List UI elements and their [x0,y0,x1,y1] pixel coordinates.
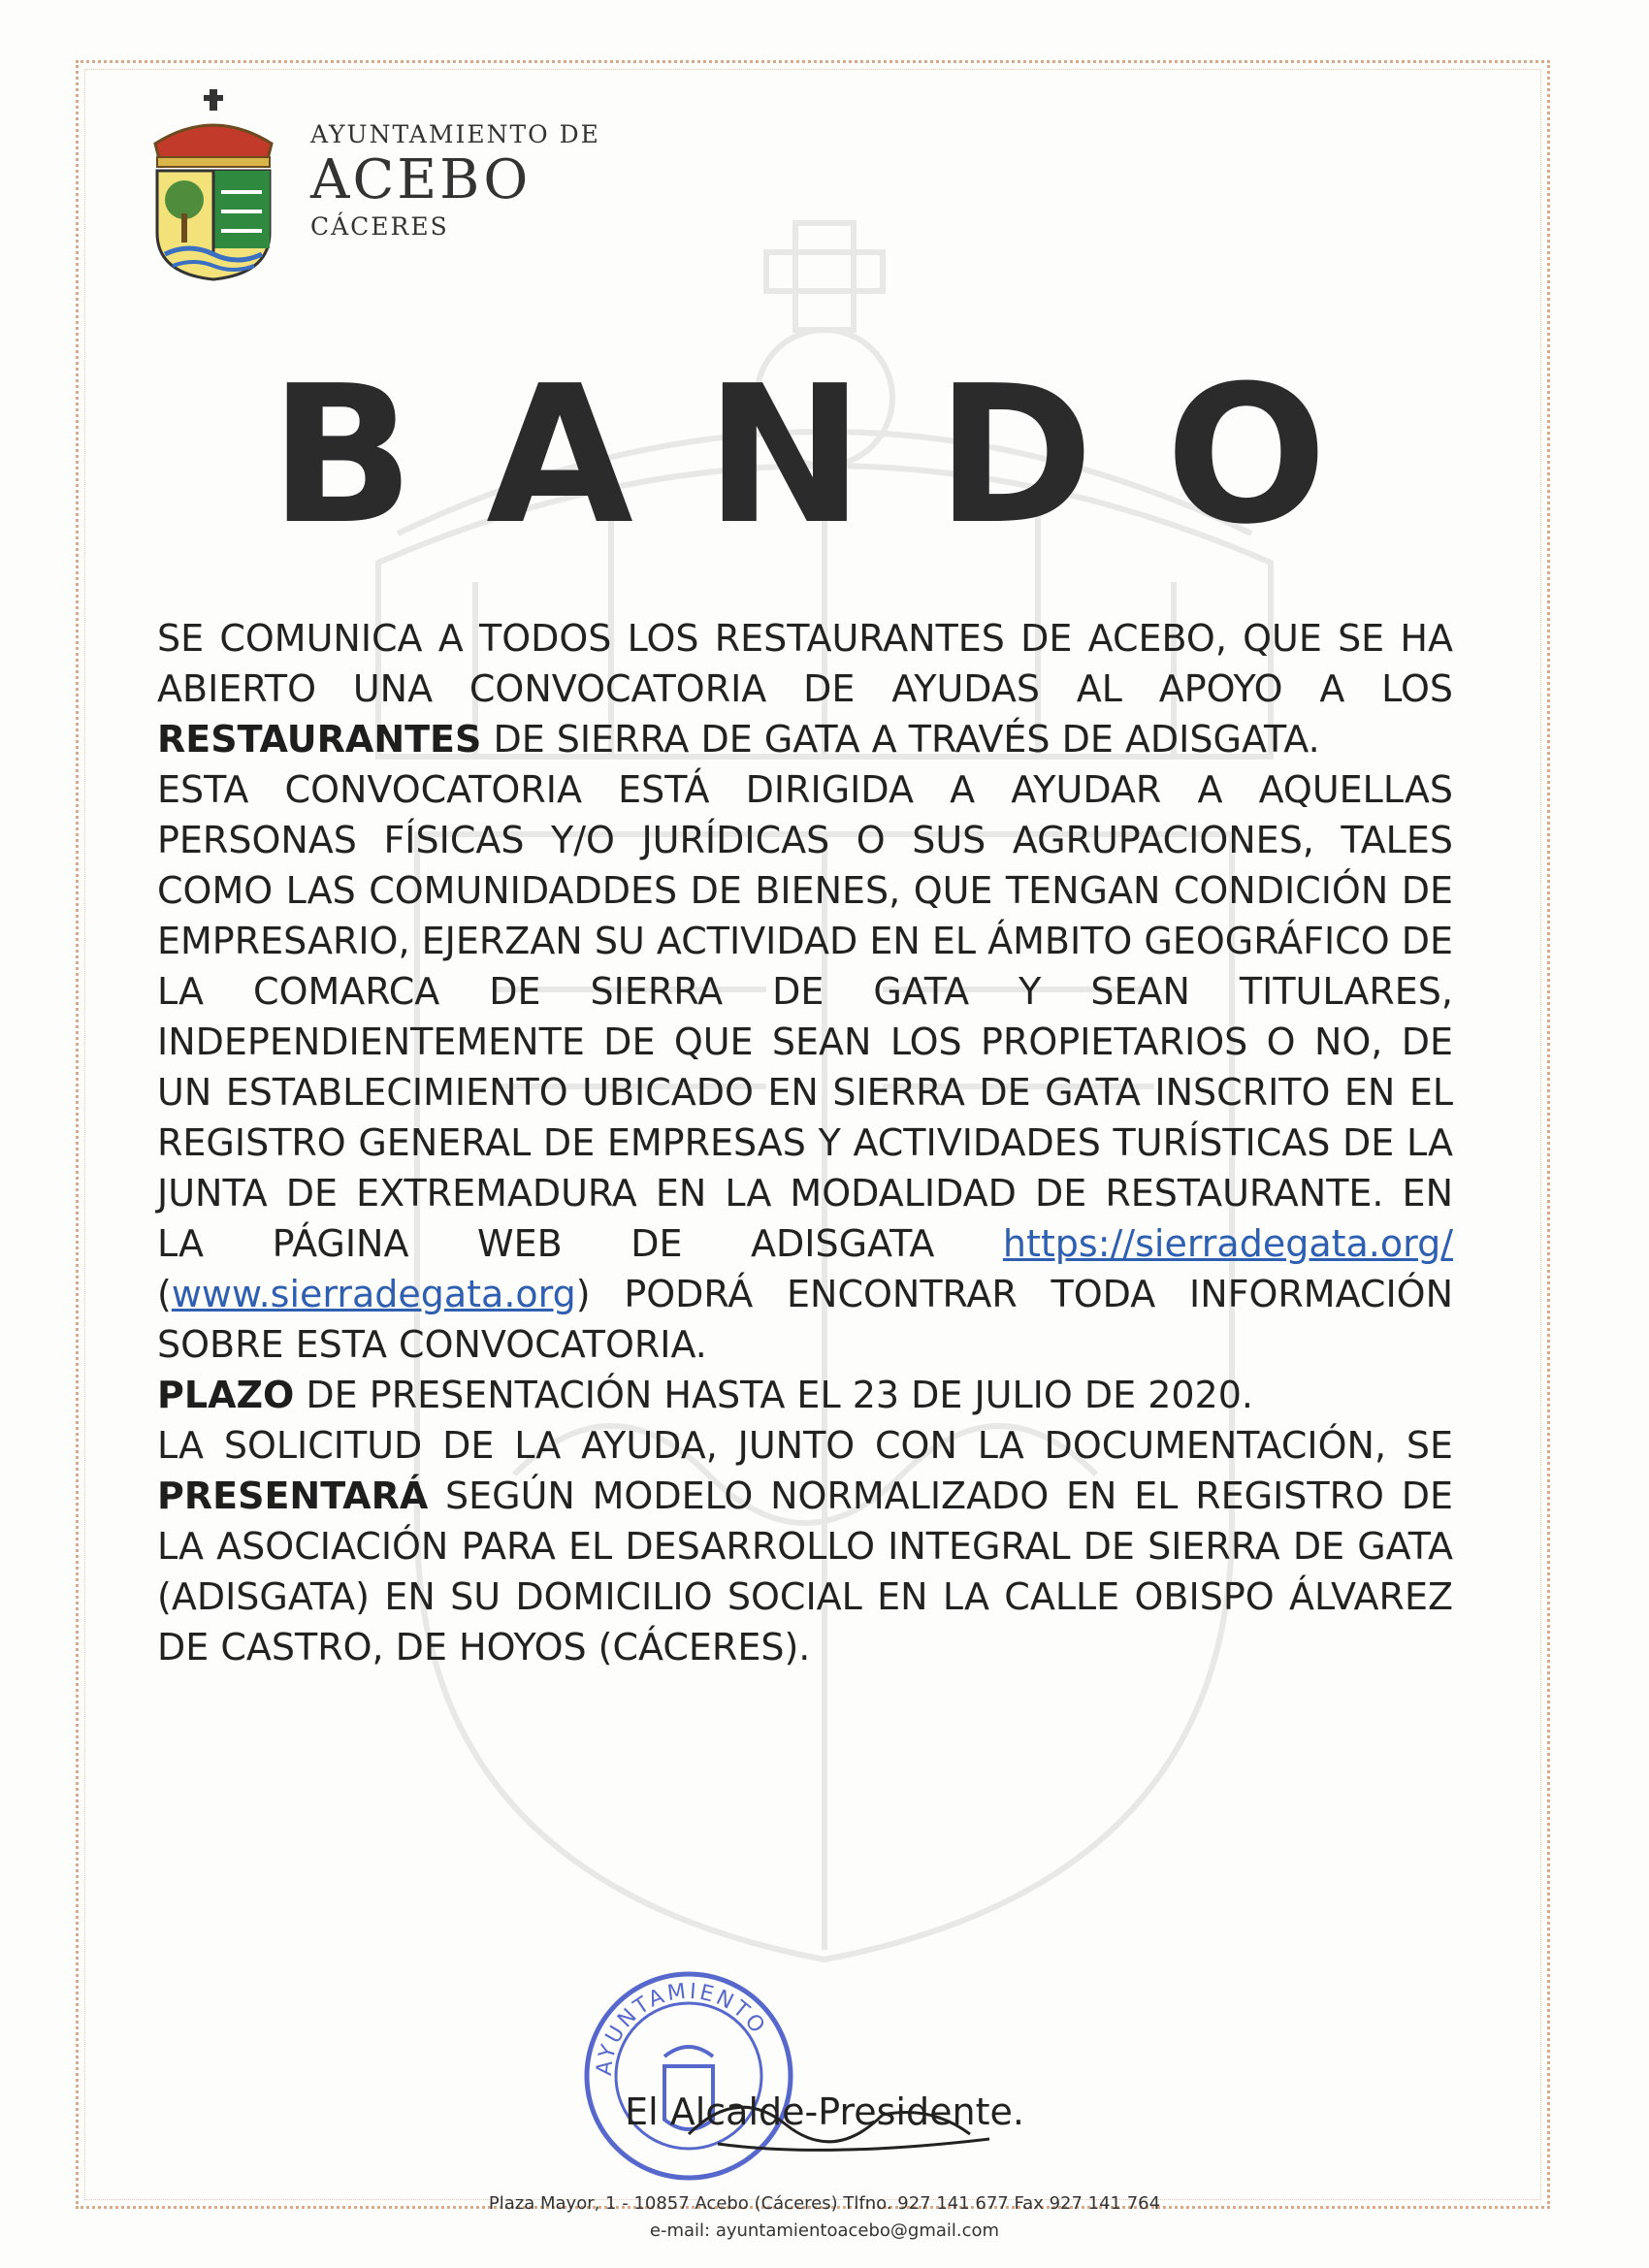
paragraph-intro [157,613,1453,764]
text-span: SE COMUNICA A TODOS LOS RESTAURANTES DE ACEBO, QUE SE HA ABIERTO UNA CONVOCATORIA DE AYUDAS AL APOYO A LOS [157,617,1453,710]
handwritten-signature [679,2066,1009,2173]
stamp-text: AYUNTAMIENTO [592,1979,771,2077]
announcement-body [157,613,1453,1672]
letterhead [146,87,600,281]
text-span: SEGÚN MODELO NORMALIZADO EN EL REGISTRO DE LA ASOCIACIÓN PARA EL DESARROLLO INTEGRAL DE SIERRA DE GATA (ADISGATA) EN SU DOMICILIO SOCIAL EN LA CALLE OBISPO ÁLVAREZ DE CASTRO, DE HOYOS (CÁCERES). [157,1474,1453,1669]
footer-address: Plaza Mayor, 1 - 10857 Acebo (Cáceres) Tlfno. 927 141 677 Fax 927 141 764 [488,2193,1161,2214]
municipal-crest-logo [146,87,281,281]
text-span: ESTA CONVOCATORIA ESTÁ DIRIGIDA A AYUDAR A AQUELLAS PERSONAS FÍSICAS Y/O JURÍDICAS O SUS AGRUPACIONES, TALES COMO LAS COMUNIDADDES DE BIENES, QUE TENGAN CONDICIÓN DE EMPRESARIO, EJERZAN SU ACTIVIDAD EN EL ÁMBITO GEOGRÁFICO DE LA COMARCA DE SIERRA DE GATA Y SEAN TITULARES, INDEPENDIENTEMENTE DE QUE SEAN LOS PROPIETARIOS O NO, DE UN ESTABLECIMIENTO UBICADO EN SIERRA DE GATA INSCRITO EN EL REGISTRO GENERAL DE EMPRESAS Y ACTIVIDADES TURÍSTICAS DE LA JUNTA DE EXTREMADURA EN LA MODALIDAD DE RESTAURANTE. EN LA PÁGINA WEB DE ADISGATA [157,768,1453,1265]
text-span: ) PODRÁ ENCONTRAR TODA INFORMACIÓN SOBRE ESTA CONVOCATORIA. [157,1273,1453,1366]
link-sierradegata-https[interactable]: https://sierradegata.org/ [1002,1222,1453,1265]
bold-presentara: PRESENTARÁ [157,1474,429,1517]
footer-contact [0,2190,1649,2245]
link-sierradegata-www[interactable]: www.sierradegata.org [171,1273,576,1315]
bold-plazo: PLAZO [157,1374,295,1416]
text-span: DE PRESENTACIÓN HASTA EL 23 DE JULIO DE 2020. [294,1374,1253,1416]
org-name-line1: AYUNTAMIENTO DE [310,120,600,148]
paragraph-eligibility [157,764,1453,1370]
footer-email: e-mail: ayuntamientoacebo@gmail.com [649,2220,1000,2241]
paragraph-submission [157,1420,1453,1672]
text-span: LA SOLICITUD DE LA AYUDA, JUNTO CON LA DOCUMENTACIÓN, SE [157,1424,1453,1467]
text-span: DE SIERRA DE GATA A TRAVÉS DE ADISGATA. [481,718,1320,761]
org-name-province: CÁCERES [310,212,449,241]
document-title: BANDO [269,345,1400,567]
paragraph-deadline [157,1370,1453,1420]
svg-text:AYUNTAMIENTO [593,1979,771,2076]
text-span: ( [157,1273,172,1315]
bold-restaurantes: RESTAURANTES [157,718,482,761]
org-name-town: ACEBO [310,148,532,211]
signature-line: El Alcalde-Presidente. [625,2090,1024,2133]
